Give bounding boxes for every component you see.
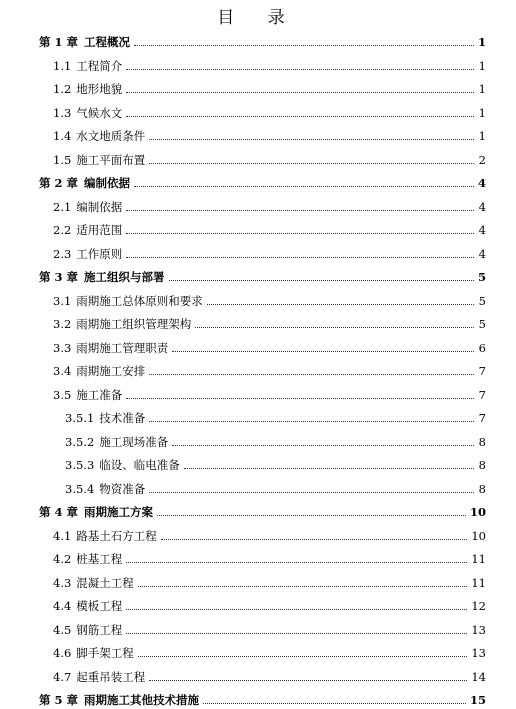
- toc-section-entry[interactable]: [53, 127, 486, 145]
- toc-page-number: 14: [471, 669, 486, 684]
- toc-dot-leader: [134, 45, 474, 46]
- toc-entry-number: 3.2: [53, 317, 72, 331]
- toc-dot-leader: [169, 280, 474, 281]
- toc-dot-leader: [184, 468, 474, 469]
- toc-page-number: 10: [471, 528, 486, 543]
- toc-entry-title: 雨期施工安排: [76, 364, 146, 378]
- toc-page-number: 1: [477, 35, 486, 49]
- toc-subsection-entry[interactable]: [65, 480, 486, 498]
- toc-entry-title: 编制依据: [76, 199, 123, 214]
- toc-page-number: 7: [478, 387, 486, 402]
- toc-page-number: 8: [478, 481, 486, 496]
- toc-entry-number: 4.5: [53, 622, 72, 637]
- toc-page-number: 4: [477, 176, 486, 190]
- toc-page-number: 2: [478, 152, 486, 167]
- toc-dot-leader: [149, 163, 474, 164]
- toc-section-entry[interactable]: [53, 104, 486, 122]
- toc-entry-title: 水文地质条件: [76, 129, 146, 143]
- toc-entry-number: 3.5.4: [65, 481, 95, 496]
- toc-section-entry[interactable]: [53, 527, 486, 545]
- toc-entry-title: 技术准备: [99, 411, 146, 425]
- toc-entry-title: 雨期施工组织管理架构: [76, 317, 192, 331]
- toc-subsection-entry[interactable]: [65, 456, 486, 474]
- toc-entry-title: 混凝土工程: [76, 575, 134, 590]
- toc-dot-leader: [149, 139, 474, 140]
- toc-page-number: 1: [478, 82, 486, 96]
- toc-page-number: 10: [469, 505, 486, 519]
- toc-entry-title: 临设、临电准备: [99, 458, 180, 472]
- toc-page-number: 5: [478, 293, 486, 308]
- toc-entry-title: 路基土石方工程: [76, 528, 157, 543]
- toc-page-number: 7: [478, 411, 486, 425]
- toc-entry-number: 1.2: [53, 82, 72, 96]
- toc-entry-number: 1.3: [53, 105, 72, 120]
- toc-page-number: 4: [478, 246, 486, 261]
- toc-entry-number: 3.5.3: [65, 458, 95, 472]
- toc-dot-leader: [126, 69, 474, 70]
- toc-entry-number: 3.3: [53, 340, 72, 355]
- toc-page-number: 15: [469, 693, 486, 707]
- toc-entry-title: 脚手架工程: [76, 646, 134, 660]
- toc-section-entry[interactable]: [53, 550, 486, 568]
- toc-dot-leader: [149, 421, 474, 422]
- toc-entry-title: 适用范围: [76, 223, 123, 237]
- toc-dot-leader: [126, 210, 474, 211]
- toc-section-entry[interactable]: [53, 597, 486, 615]
- toc-dot-leader: [138, 586, 468, 587]
- toc-entry-title: 桩基工程: [76, 552, 123, 566]
- toc-page-number: 11: [471, 575, 486, 590]
- toc-entry-number: 第 5 章: [39, 693, 79, 707]
- toc-entry-number: 1.5: [53, 152, 72, 167]
- toc-entry-title: 工作原则: [76, 246, 123, 261]
- toc-entry-title: 物资准备: [99, 481, 146, 496]
- toc-entry-number: 1.4: [53, 129, 72, 143]
- toc-entry-number: 4.3: [53, 575, 72, 590]
- toc-entry-title: 起重吊装工程: [76, 669, 146, 684]
- toc-dot-leader: [126, 562, 467, 563]
- toc-dot-leader: [126, 92, 474, 93]
- toc-entry-title: 工程简介: [76, 58, 123, 73]
- toc-section-entry[interactable]: [53, 362, 486, 380]
- toc-entry-number: 第 3 章: [39, 270, 79, 284]
- toc-section-entry[interactable]: [53, 198, 486, 216]
- toc-section-entry[interactable]: [53, 80, 486, 98]
- toc-entry-number: 2.2: [53, 223, 72, 237]
- toc-subsection-entry[interactable]: [65, 433, 486, 451]
- toc-entry-title: 雨期施工方案: [84, 505, 154, 519]
- toc-page-number: 6: [478, 340, 486, 355]
- toc-section-entry[interactable]: [53, 245, 486, 263]
- toc-chapter-entry[interactable]: [39, 174, 486, 192]
- toc-dot-leader: [126, 116, 474, 117]
- toc-entry-title: 编制依据: [84, 176, 131, 190]
- toc-page-number: 8: [478, 458, 486, 472]
- toc-dot-leader: [126, 233, 474, 234]
- toc-section-entry[interactable]: [53, 386, 486, 404]
- toc-section-entry[interactable]: [53, 315, 486, 333]
- toc-dot-leader: [203, 703, 466, 704]
- toc-page-number: 8: [478, 434, 486, 449]
- toc-entry-title: 施工平面布置: [76, 152, 146, 167]
- toc-page-number: 4: [478, 223, 486, 237]
- toc-entry-title: 工程概况: [84, 35, 131, 49]
- toc-page-number: 1: [478, 58, 486, 73]
- toc-page-number: 12: [471, 599, 486, 613]
- toc-entry-title: 地形地貌: [76, 82, 123, 96]
- document-title: 目 录: [217, 8, 299, 28]
- toc-entry-title: 施工现场准备: [99, 434, 169, 449]
- toc-dot-leader: [149, 492, 474, 493]
- toc-page-number: 7: [478, 364, 486, 378]
- toc-entry-number: 第 2 章: [39, 176, 79, 190]
- toc-entry-number: 3.5.1: [65, 411, 95, 425]
- toc-entry-number: 3.5.2: [65, 434, 95, 449]
- toc-entry-number: 1.1: [53, 58, 72, 73]
- toc-dot-leader: [126, 633, 467, 634]
- toc-page-number: 13: [471, 646, 486, 660]
- toc-dot-leader: [126, 609, 467, 610]
- toc-section-entry[interactable]: [53, 221, 486, 239]
- toc-section-entry[interactable]: [53, 292, 486, 310]
- toc-entry-number: 3.1: [53, 293, 72, 308]
- toc-chapter-entry[interactable]: [39, 268, 486, 286]
- toc-entry-number: 4.4: [53, 599, 72, 613]
- toc-dot-leader: [172, 445, 474, 446]
- toc-entry-number: 4.6: [53, 646, 72, 660]
- toc-page-number: 11: [471, 552, 486, 566]
- toc-section-entry[interactable]: [53, 644, 486, 662]
- toc-chapter-entry[interactable]: [39, 33, 486, 51]
- toc-dot-leader: [195, 327, 474, 328]
- toc-chapter-entry[interactable]: [39, 503, 486, 521]
- toc-dot-leader: [149, 374, 474, 375]
- toc-entry-title: 施工组织与部署: [84, 270, 165, 284]
- toc-entry-title: 模板工程: [76, 599, 123, 613]
- toc-page-number: 1: [478, 105, 486, 120]
- toc-dot-leader: [138, 656, 468, 657]
- toc-dot-leader: [161, 539, 468, 540]
- toc-entry-number: 第 1 章: [39, 35, 79, 49]
- toc-dot-leader: [157, 515, 466, 516]
- toc-entry-number: 4.7: [53, 669, 72, 684]
- toc-entry-title: 雨期施工总体原则和要求: [76, 293, 203, 308]
- toc-entry-title: 施工准备: [76, 387, 123, 402]
- toc-entry-number: 第 4 章: [39, 505, 79, 519]
- toc-section-entry[interactable]: [53, 621, 486, 639]
- toc-dot-leader: [126, 398, 474, 399]
- toc-entry-number: 2.3: [53, 246, 72, 261]
- toc-entry-number: 4.2: [53, 552, 72, 566]
- toc-entry-number: 3.5: [53, 387, 72, 402]
- toc-page-number: 1: [478, 129, 486, 143]
- toc-dot-leader: [126, 257, 474, 258]
- toc-entry-number: 2.1: [53, 199, 72, 214]
- toc-page-number: 13: [471, 622, 486, 637]
- toc-section-entry[interactable]: [53, 668, 486, 686]
- toc-entry-title: 雨期施工管理职责: [76, 340, 169, 355]
- toc-dot-leader: [207, 304, 474, 305]
- toc-section-entry[interactable]: [53, 574, 486, 592]
- toc-dot-leader: [172, 351, 474, 352]
- toc-subsection-entry[interactable]: [65, 409, 486, 427]
- toc-dot-leader: [149, 680, 467, 681]
- toc-page-number: 4: [478, 199, 486, 214]
- toc-section-entry[interactable]: [53, 57, 486, 75]
- toc-dot-leader: [134, 186, 474, 187]
- toc-entry-number: 4.1: [53, 528, 72, 543]
- toc-page-number: 5: [478, 317, 486, 331]
- toc-entry-number: 3.4: [53, 364, 72, 378]
- toc-entry-title: 雨期施工其他技术措施: [84, 693, 200, 707]
- toc-page-number: 5: [477, 270, 486, 284]
- toc-entry-title: 钢筋工程: [76, 622, 123, 637]
- toc-chapter-entry[interactable]: [39, 691, 486, 709]
- toc-entry-title: 气候水文: [76, 105, 123, 120]
- toc-section-entry[interactable]: [53, 339, 486, 357]
- toc-section-entry[interactable]: [53, 151, 486, 169]
